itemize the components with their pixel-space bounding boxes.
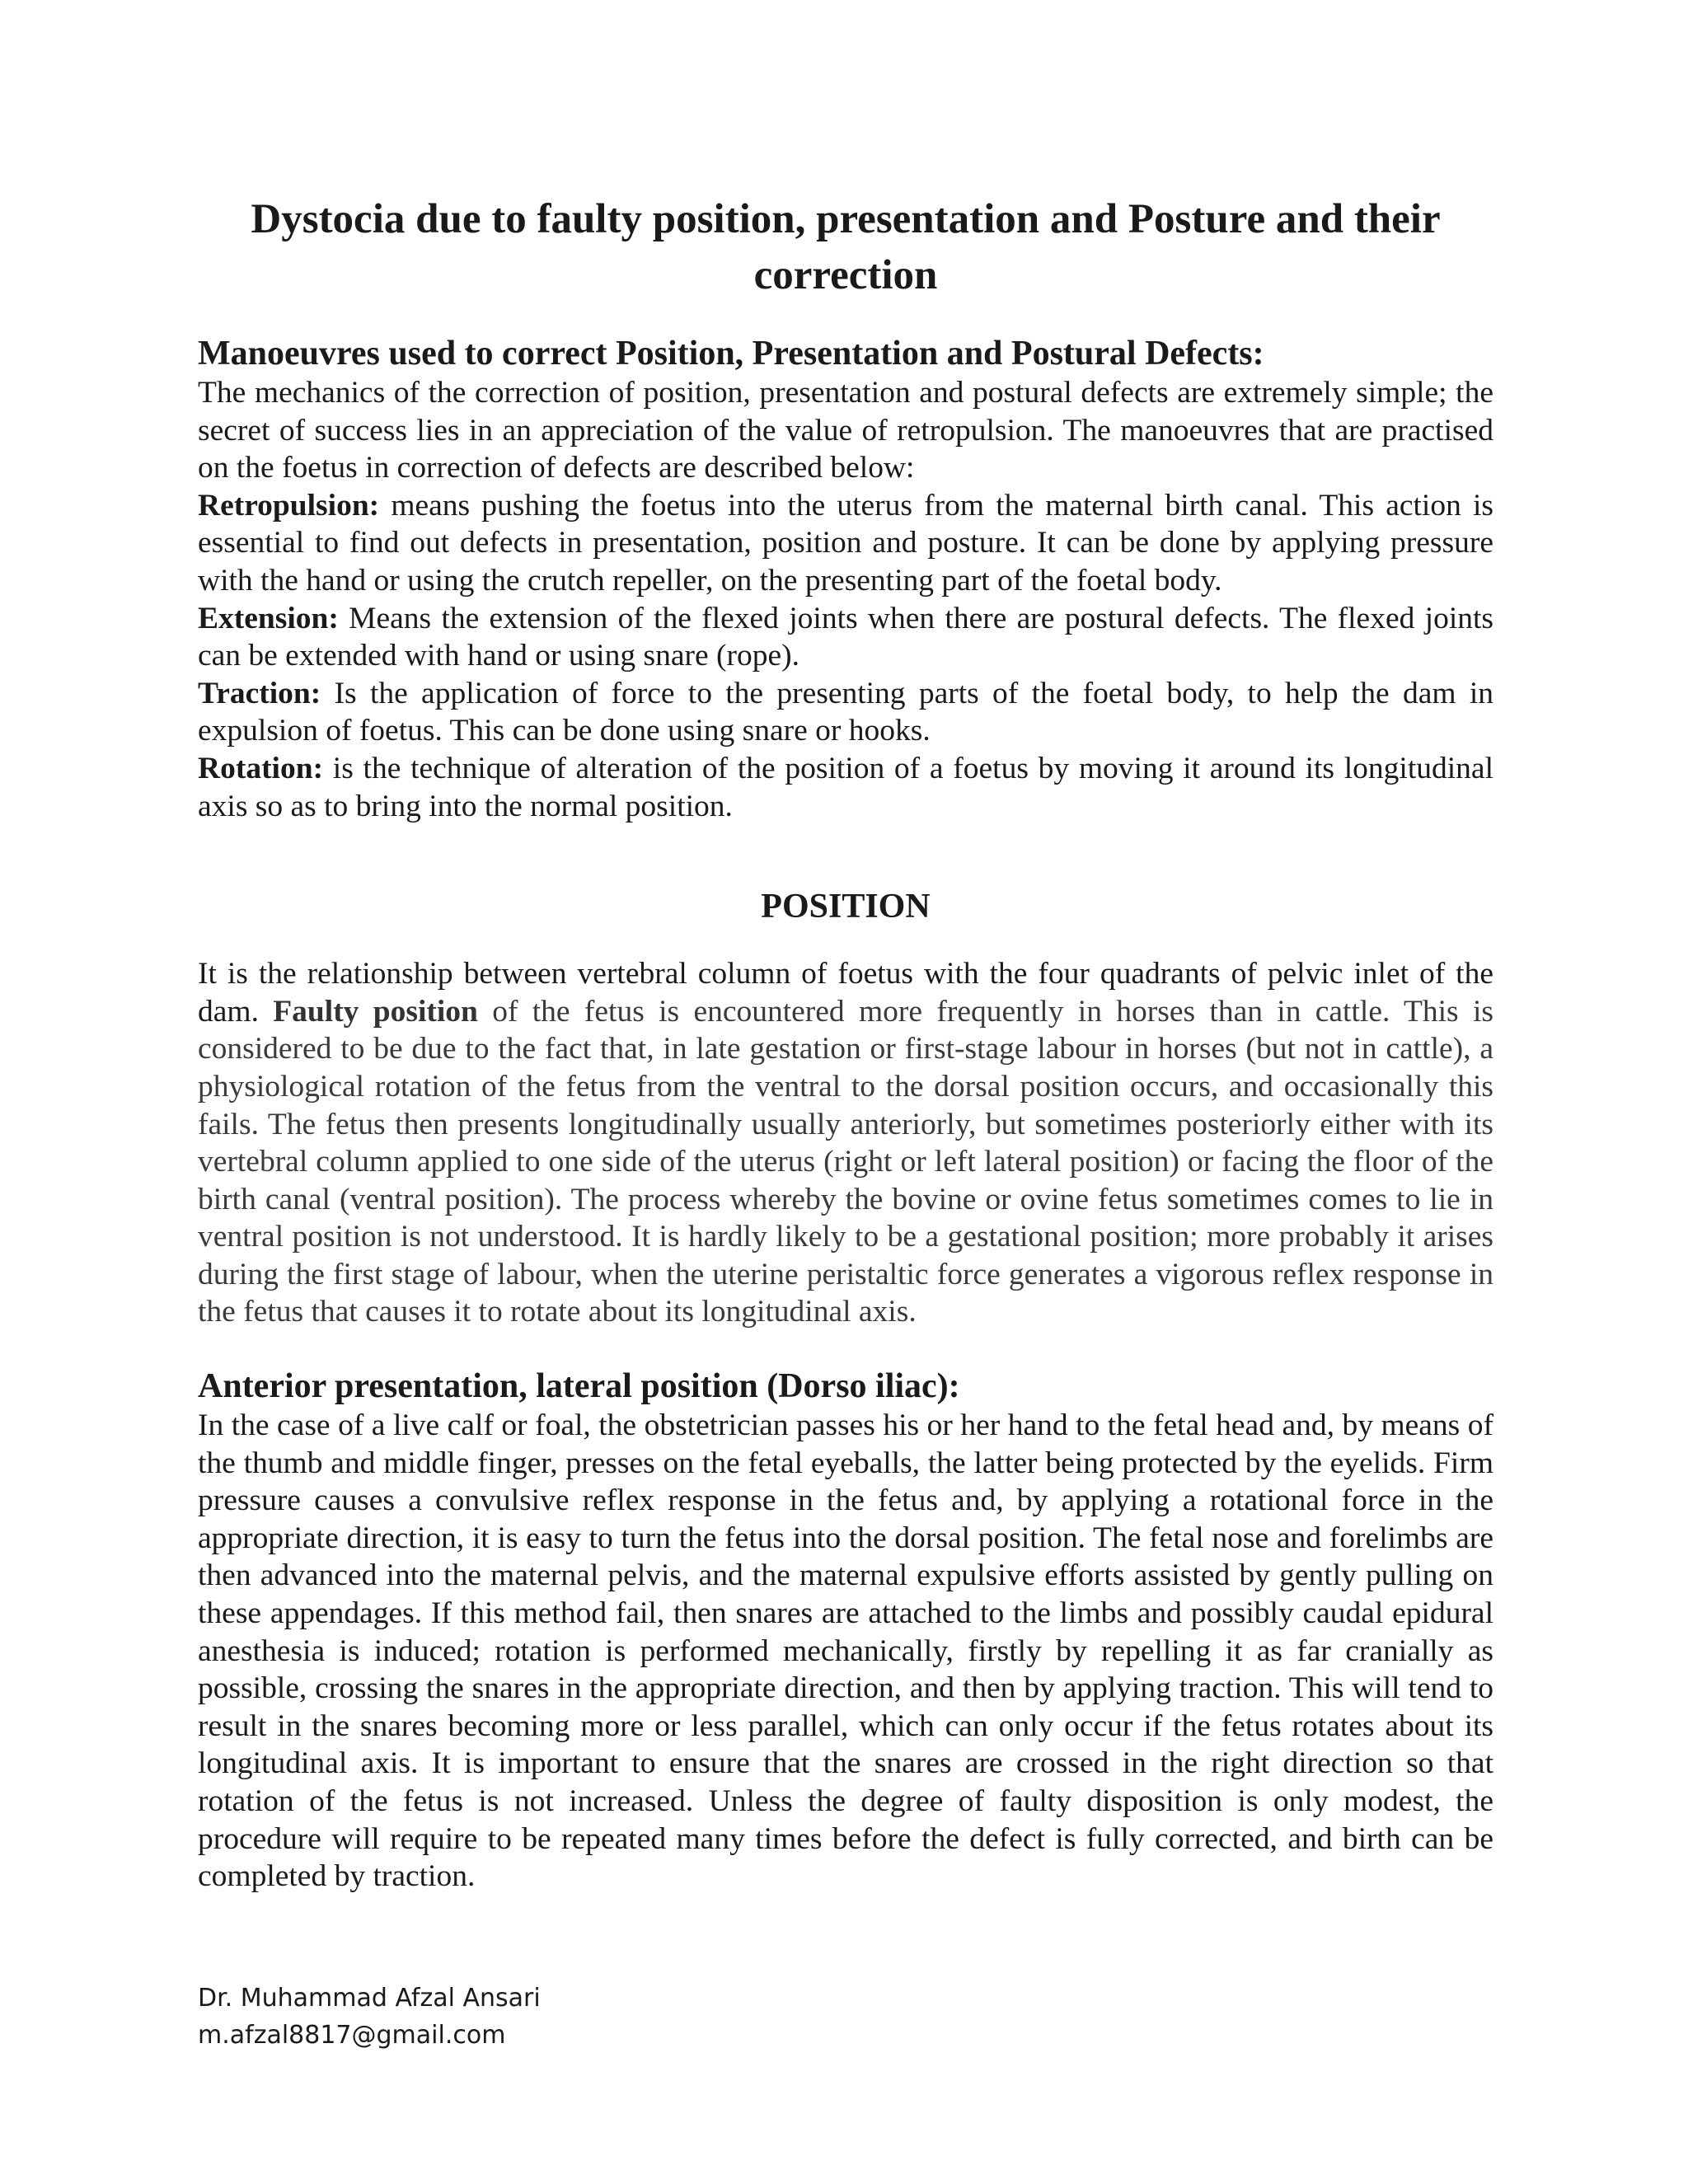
retropulsion-text: means pushing the foetus into the uterus from the maternal birth canal. This action is essential to find out defects in presentation, position and posture. It can be done by applying pressure with the hand or using the crutch repeller, on the presenting part of the foetal body. [198, 488, 1493, 598]
position-heading: POSITION [761, 888, 931, 926]
extension-paragraph [198, 600, 1493, 675]
rotation-paragraph [198, 750, 1493, 825]
manoeuvres-intro: The mechanics of the correction of position, presentation and postural defects are extremely simple; the secret of success lies in an appreciation of the value of retropulsion. The manoeuvres that are practised on the foetus in correction of defects are described below: [198, 376, 1493, 485]
position-paragraph [198, 955, 1493, 1331]
faulty-position-term: Faulty position [273, 994, 478, 1029]
traction-text: Is the application of force to the presenting parts of the foetal body, to help the dam in expulsion of foetus. This can be done using snare or hooks. [198, 676, 1493, 748]
position-text-body: of the fetus is encountered more frequently in horses than in cattle. This is considered to be due to the fact that, in late gestation or first-stage labour in horses (but not in cattle), a physiological rotation of the fetus from the ventral to the dorsal position occurs, and occasionally this fails. The fetus then presents longitudinally usually anteriorly, but sometimes posteriorly either with its vertebral column applied to one side of the uterus (right or left lateral position) or facing the floor of the birth canal (ventral position). The process whereby the bovine or ovine fetus sometimes comes to lie in ventral position is not understood. It is hardly likely to be a gestational position; more probably it arises during the first stage of labour, when the uterine peristaltic force generates a vigorous reflex response in the fetus that causes it to rotate about its longitudinal axis. [198, 994, 1493, 1329]
document-title: Dystocia due to faulty position, presentation and Posture and their correction [251, 196, 1441, 298]
extension-text: Means the extension of the flexed joints when there are postural defects. The flexed joints can be extended with hand or using snare (rope). [198, 601, 1493, 673]
traction-term: Traction: [198, 676, 321, 710]
position-text-intro: It is the relationship between vertebral column of foetus with the four quadrants of pelvic inlet of the dam. [198, 957, 1493, 1029]
manoeuvres-heading: Manoeuvres used to correct Position, Presentation and Postural Defects: [198, 335, 1264, 373]
anterior-presentation-heading: Anterior presentation, lateral position (Dorso iliac): [198, 1367, 960, 1406]
retropulsion-term: Retropulsion: [198, 488, 380, 523]
extension-term: Extension: [198, 601, 339, 635]
footer-email: m.afzal8817@gmail.com [198, 2021, 506, 2050]
footer-author: Dr. Muhammad Afzal Ansari [198, 1984, 541, 2013]
traction-paragraph [198, 675, 1493, 750]
retropulsion-paragraph [198, 487, 1493, 600]
anterior-presentation-paragraph: In the case of a live calf or foal, the obstetrician passes his or her hand to the fetal head and, by means of the thumb and middle finger, presses on the fetal eyeballs, the latter being protected by the eyelids. Firm pressure causes a convulsive reflex response in the fetus and, by applying a rotational force in the appropriate direction, it is easy to turn the fetus into the dorsal position. The fetal nose and forelimbs are then advanced into the maternal pelvis, and the maternal expulsive efforts assisted by gently pulling on these appendages. If this method fail, then snares are attached to the limbs and possibly caudal epidural anesthesia is induced; rotation is performed mechanically, firstly by repelling it as far cranially as possible, crossing the snares in the appropriate direction, and then by applying traction. This will tend to result in the snares becoming more or less parallel, which can only occur if the fetus rotates about its longitudinal axis. It is important to ensure that the snares are crossed in the right direction so that rotation of the fetus is not increased. Unless the degree of faulty disposition is only modest, the procedure will require to be repeated many times before the defect is fully corrected, and birth can be completed by traction. [198, 1408, 1493, 1894]
rotation-term: Rotation: [198, 751, 324, 785]
document-page [198, 191, 1493, 1896]
footer [198, 1980, 541, 2054]
rotation-text: is the technique of alteration of the position of a foetus by moving it around its longitudinal axis so as to bring into the normal position. [198, 751, 1493, 823]
